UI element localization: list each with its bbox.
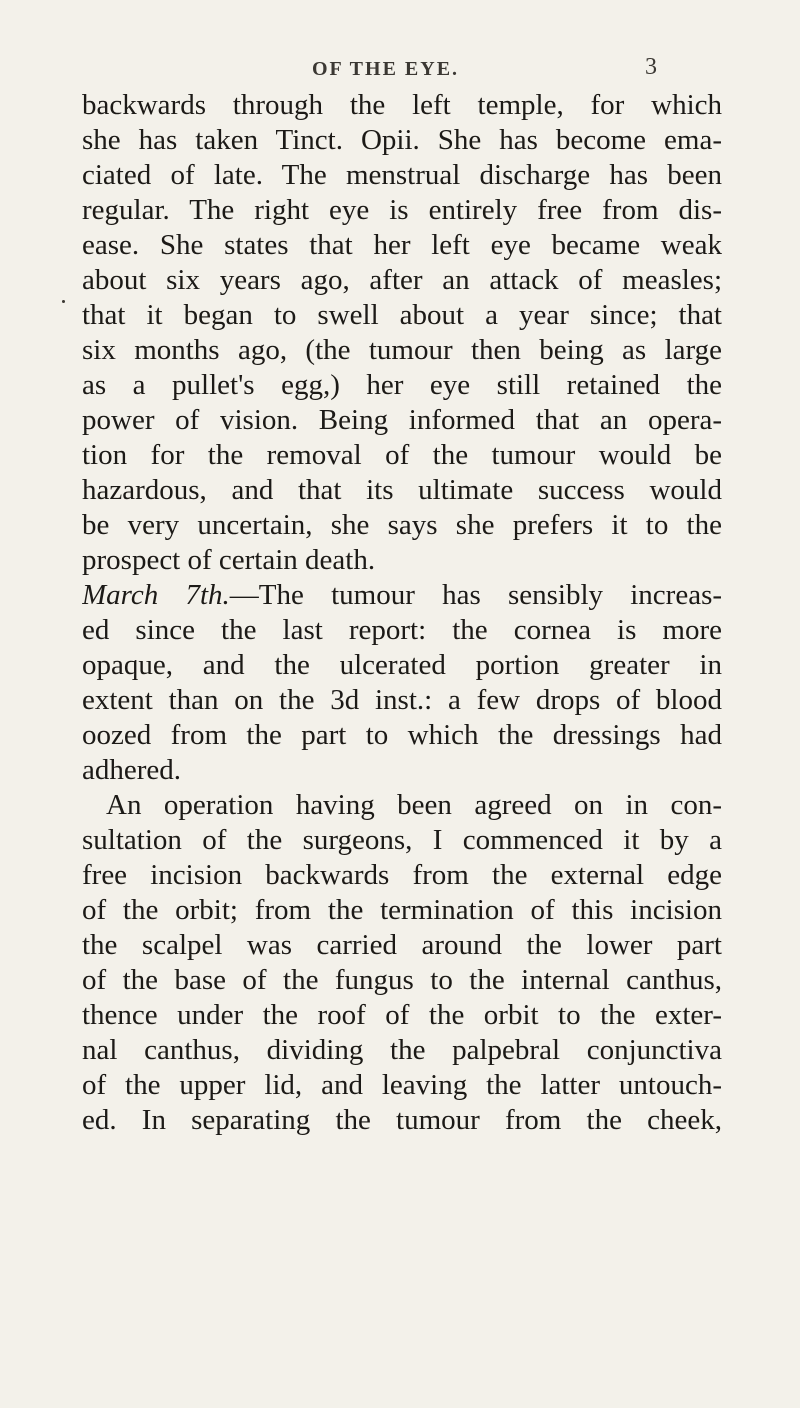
- text-line: tion for the removal of the tumour would be: [82, 439, 722, 471]
- text-line: of the orbit; from the termination of this incision: [82, 894, 722, 926]
- text-line: ease. She states that her left eye became weak: [82, 229, 722, 261]
- text-line: the scalpel was carried around the lower part: [82, 929, 722, 961]
- text-line: power of vision. Being informed that an opera-: [82, 404, 722, 436]
- text-line: that it began to swell about a year since; that: [82, 299, 722, 331]
- ink-speck: [62, 300, 65, 303]
- text-line: extent than on the 3d inst.: a few drops of blood: [82, 684, 722, 716]
- text-line: backwards through the left temple, for which: [82, 89, 722, 121]
- text-line: be very uncertain, she says she prefers it to the: [82, 509, 722, 541]
- running-head: [0, 54, 800, 88]
- text-line: she has taken Tinct. Opii. She has become ema-: [82, 124, 722, 156]
- text-line: ed. In separating the tumour from the cheek,: [82, 1104, 722, 1136]
- text-line: sultation of the surgeons, I commenced it by a: [82, 824, 722, 856]
- text-line: opaque, and the ulcerated portion greater in: [82, 649, 722, 681]
- text-line: thence under the roof of the orbit to the exter-: [82, 999, 722, 1031]
- text-line: six months ago, (the tumour then being as large: [82, 334, 722, 366]
- text-line: oozed from the part to which the dressings had: [82, 719, 722, 751]
- page-number: 3: [645, 54, 657, 80]
- text-line: hazardous, and that its ultimate success would: [82, 474, 722, 506]
- paragraph-start-line: An operation having been agreed on in con-: [106, 789, 722, 821]
- text-line: nal canthus, dividing the palpebral conjunctiva: [82, 1034, 722, 1066]
- march-entry-line: [82, 578, 722, 613]
- text-line: of the base of the fungus to the internal canthus,: [82, 964, 722, 996]
- body-text: [82, 88, 722, 1138]
- text-line: of the upper lid, and leaving the latter untouch-: [82, 1069, 722, 1101]
- text-line: ed since the last report: the cornea is more: [82, 614, 722, 646]
- text-line: about six years ago, after an attack of measles;: [82, 264, 722, 296]
- entry-date: March 7th.: [82, 579, 230, 611]
- running-title: OF THE EYE.: [312, 58, 460, 80]
- text-line: ciated of late. The menstrual discharge has been: [82, 159, 722, 191]
- text-line: as a pullet's egg,) her eye still retained the: [82, 369, 722, 401]
- text-line: adhered.: [82, 754, 182, 786]
- text-line: prospect of certain death.: [82, 544, 376, 576]
- entry-text: —The tumour has sensibly increas-: [229, 579, 722, 611]
- text-line: free incision backwards from the external edge: [82, 859, 722, 891]
- text-line: regular. The right eye is entirely free from dis-: [82, 194, 722, 226]
